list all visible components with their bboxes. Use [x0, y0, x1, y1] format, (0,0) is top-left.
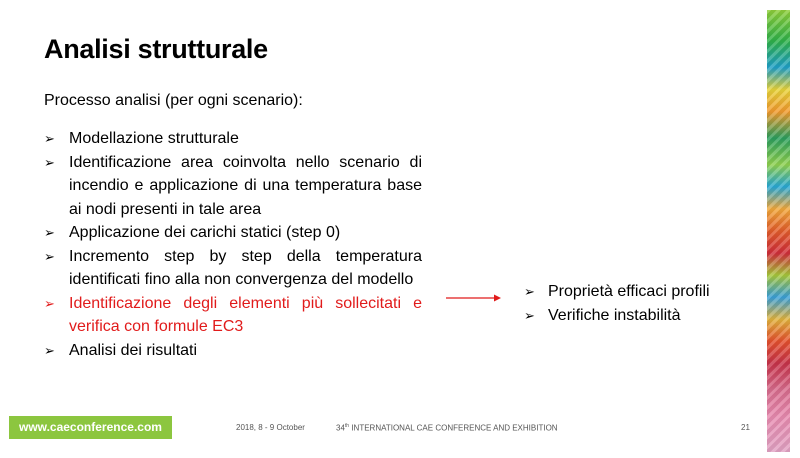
- conference-ordinal-suffix: th: [344, 423, 350, 429]
- side-bullet-text: Proprietà efficaci profili: [548, 283, 710, 300]
- bullet-text: Applicazione dei carichi statici (step 0): [69, 224, 341, 241]
- bullet-item: [44, 127, 422, 151]
- bullet-item: [44, 245, 422, 292]
- arrowhead-bullet-icon: ➢: [44, 248, 55, 264]
- slide-title: Analisi strutturale: [44, 34, 268, 64]
- footer-conference-name: [336, 423, 558, 433]
- side-bullet-item: [524, 304, 710, 328]
- slide-subtitle: Processo analisi (per ogni scenario):: [44, 92, 303, 109]
- bullet-text: Analisi dei risultati: [69, 341, 198, 359]
- arrowhead-bullet-icon: ➢: [44, 342, 55, 358]
- bullet-item: [44, 339, 422, 363]
- arrowhead-bullet-icon: ➢: [44, 225, 55, 240]
- side-bullet-list: [524, 280, 710, 327]
- main-bullet-list: [44, 127, 422, 362]
- highlighted-bullet-item: [44, 292, 422, 339]
- bullet-text: Incremento step by step della temperatura identificati fino alla non convergenza del modello: [69, 247, 422, 288]
- red-right-arrow-icon: [446, 292, 502, 304]
- bullet-text: Modellazione strutturale: [69, 130, 239, 147]
- footer-date: 2018, 8 - 9 October: [236, 423, 305, 432]
- arrowhead-bullet-icon: ➢: [524, 307, 535, 323]
- footer-website-link[interactable]: www.caeconference.com: [9, 416, 172, 439]
- page-number: 21: [741, 423, 750, 432]
- arrowhead-bullet-icon: ➢: [44, 295, 55, 311]
- bullet-item: [44, 151, 422, 222]
- decorative-color-strip: [767, 10, 790, 452]
- arrowhead-bullet-icon: ➢: [44, 131, 55, 146]
- conference-title: INTERNATIONAL CAE CONFERENCE AND EXHIBITION: [351, 423, 558, 433]
- arrowhead-bullet-icon: ➢: [44, 154, 55, 170]
- conference-ordinal: 34: [336, 423, 345, 433]
- arrowhead-bullet-icon: ➢: [524, 284, 535, 299]
- bullet-text: Identificazione area coinvolta nello scenario di incendio e applicazione di una temperatura base ai nodi presenti in tale area: [69, 153, 422, 218]
- bullet-item: [44, 221, 422, 245]
- bullet-text: Identificazione degli elementi più sollecitati e verifica con formule EC3: [69, 294, 422, 335]
- side-bullet-text: Verifiche instabilità: [548, 306, 681, 324]
- side-bullet-item: [524, 280, 710, 304]
